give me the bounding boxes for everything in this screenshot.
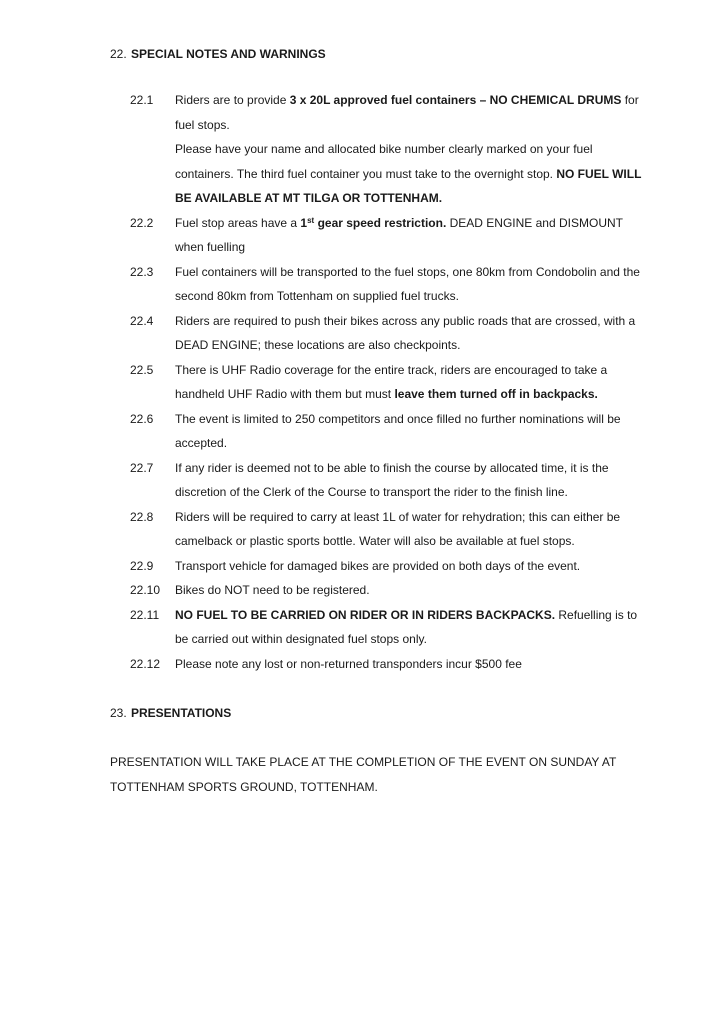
item-bold-text: 3 x 20L approved fuel containers – NO CHEMICAL DRUMS — [289, 93, 622, 107]
list-item — [130, 652, 650, 677]
item-number: 22.1 — [130, 93, 154, 107]
item-number: 22.10 — [130, 583, 161, 597]
item-text: Please have your name and allocated bike number clearly marked on your fuel containers. The third fuel container you must take to the overnight stop. — [175, 142, 593, 181]
list-item — [130, 211, 650, 260]
item-text: Please note any lost or non-returned transponders incur $500 fee — [175, 656, 522, 671]
item-text: Riders are to provide — [175, 93, 290, 107]
special-notes-list — [130, 88, 650, 676]
item-paragraph — [175, 88, 650, 137]
item-bold-text: leave them turned off in backpacks. — [394, 387, 598, 401]
section-23-heading — [110, 705, 231, 721]
list-item — [130, 309, 650, 358]
item-body — [175, 211, 650, 260]
list-item — [130, 88, 650, 211]
item-text: Refuelling is to be carried out within designated fuel stops only. — [175, 607, 638, 646]
item-bold-text: NO FUEL WILL BE AVAILABLE AT MT TILGA OR TOTTENHAM. — [175, 166, 642, 205]
item-number: 22.7 — [130, 460, 154, 475]
item-text: Fuel stop areas have a — [175, 215, 301, 230]
item-number: 22.11 — [130, 607, 160, 622]
section-23-title: PRESENTATIONS — [131, 706, 232, 720]
item-number: 22.3 — [130, 264, 154, 279]
list-item — [130, 578, 650, 603]
item-bold-text: gear speed restriction. — [314, 215, 447, 230]
list-item — [130, 260, 650, 309]
item-text: DEAD ENGINE and DISMOUNT when fuelling — [175, 215, 623, 254]
item-number: 22.4 — [130, 313, 154, 328]
item-number: 22.9 — [130, 558, 154, 573]
item-paragraph — [175, 137, 650, 211]
item-text: There is UHF Radio coverage for the entire track, riders are encouraged to take a handheld UHF Radio with them but must — [175, 362, 608, 401]
item-text: Fuel containers will be transported to the fuel stops, one 80km from Condobolin and the second 80km from Tottenham on supplied fuel trucks. — [175, 264, 640, 303]
item-text: for fuel stops. — [175, 93, 639, 132]
list-item — [130, 603, 650, 652]
item-number: 22.12 — [130, 656, 161, 671]
list-item — [130, 407, 650, 456]
item-body — [175, 603, 650, 652]
ordinal-superscript: st — [307, 215, 315, 225]
item-number: 22.8 — [130, 509, 154, 524]
list-item — [130, 505, 650, 554]
item-text: Bikes do NOT need to be registered. — [175, 583, 370, 597]
item-text: Riders will be required to carry at least 1L of water for rehydration; this can either be camelback or plastic sports bottle. Water will also be available at fuel stops. — [175, 509, 621, 548]
item-text: The event is limited to 250 competitors and once filled no further nominations will be accepted. — [175, 411, 621, 450]
list-item — [130, 554, 650, 579]
section-22-heading — [110, 46, 326, 62]
presentation-paragraph: PRESENTATION WILL TAKE PLACE AT THE COMPLETION OF THE EVENT ON SUNDAY AT TOTTENHAM SPORTS GROUND, TOTTENHAM. — [110, 755, 617, 794]
item-bold-text: NO FUEL TO BE CARRIED ON RIDER OR IN RIDERS BACKPACKS. — [175, 607, 556, 622]
item-number: 22.2 — [130, 215, 154, 230]
section-22-number: 22. — [110, 47, 127, 61]
item-number: 22.5 — [130, 362, 154, 377]
item-body — [175, 88, 650, 211]
item-text: If any rider is deemed not to be able to finish the course by allocated time, it is the discretion of the Clerk of the Course to transport the rider to the finish line. — [175, 460, 609, 499]
item-number: 22.6 — [130, 411, 154, 426]
section-22-title: SPECIAL NOTES AND WARNINGS — [131, 47, 326, 61]
list-item — [130, 358, 650, 407]
item-bold-text: 1 — [300, 215, 308, 230]
section-23-number: 23. — [110, 706, 127, 720]
item-body — [175, 358, 650, 407]
item-text: Transport vehicle for damaged bikes are provided on both days of the event. — [175, 558, 581, 573]
item-bold-text — [300, 216, 446, 230]
list-item — [130, 456, 650, 505]
item-text: Riders are required to push their bikes across any public roads that are crossed, with a DEAD ENGINE; these locations are also checkpoints. — [175, 313, 636, 352]
